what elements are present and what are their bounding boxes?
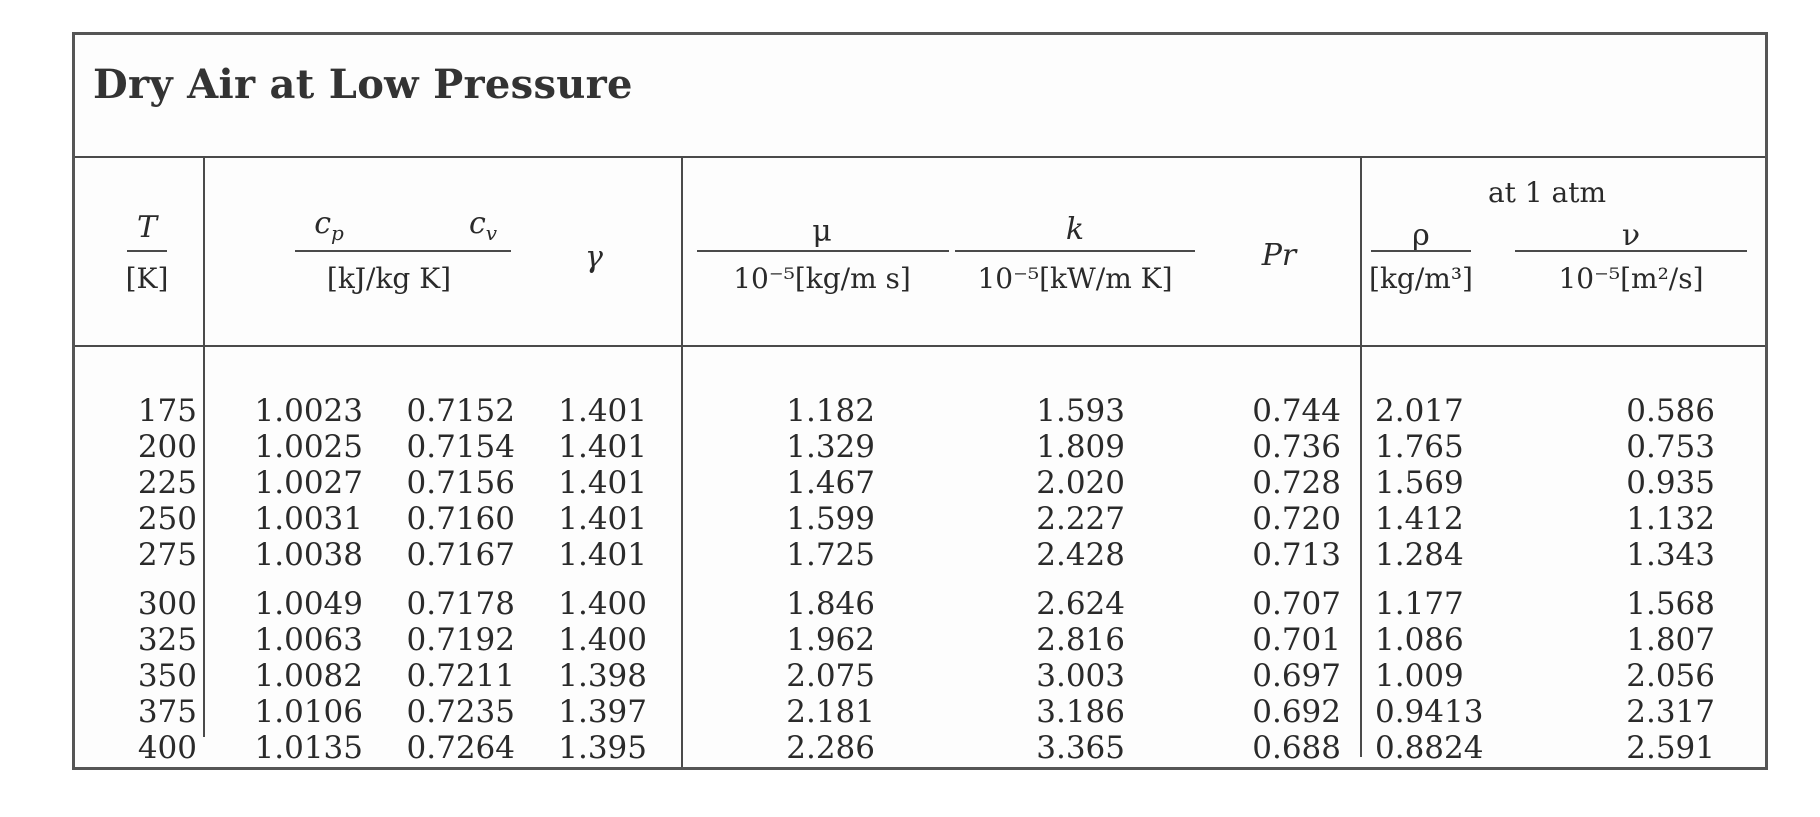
table-cell: 200: [137, 429, 197, 465]
table-cell: 1.0031: [254, 501, 363, 537]
table-cell: 1.398: [558, 658, 647, 694]
table-cell: 1.400: [558, 622, 647, 658]
table-cell: 0.7178: [406, 586, 515, 622]
table-cell: 275: [137, 537, 197, 573]
column-cv: [395, 393, 515, 766]
header-bottom-rule: [75, 345, 1765, 347]
table-cell: 2.181: [786, 694, 875, 730]
table-cell: 1.132: [1626, 501, 1715, 537]
column-pr: [1221, 393, 1341, 766]
table-cell: 1.401: [558, 537, 647, 573]
table-cell: 2.056: [1626, 658, 1715, 694]
table-cell: 1.401: [558, 501, 647, 537]
table-cell: 1.593: [1036, 393, 1125, 429]
column-T: [115, 393, 197, 766]
column-gamma: [541, 393, 647, 766]
header-c-unit: [kJ/kg K]: [326, 262, 452, 295]
property-table: [72, 32, 1768, 770]
header-nu-unit: 10⁻⁵[m²/s]: [1558, 262, 1704, 295]
table-cell: 0.7211: [406, 658, 515, 694]
table-cell: 0.744: [1252, 393, 1341, 429]
header-pr: Pr: [1261, 238, 1297, 273]
table-cell: 0.7152: [406, 393, 515, 429]
table-cell: 3.003: [1036, 658, 1125, 694]
table-cell: 0.8824: [1375, 730, 1484, 766]
table-cell: 325: [137, 622, 197, 658]
table-cell: 1.569: [1375, 465, 1464, 501]
table-cell: 0.728: [1252, 465, 1341, 501]
table-title: Dry Air at Low Pressure: [93, 61, 633, 108]
table-cell: 300: [137, 586, 197, 622]
table-cell: 0.753: [1626, 429, 1715, 465]
table-cell: 2.428: [1036, 537, 1125, 573]
header-cv: $c_v$: [468, 206, 498, 245]
table-cell: 2.075: [786, 658, 875, 694]
table-cell: 2.816: [1036, 622, 1125, 658]
table-cell: 0.586: [1626, 393, 1715, 429]
header-mu: μ: [812, 214, 832, 249]
table-cell: 1.765: [1375, 429, 1464, 465]
table-cell: 400: [137, 730, 197, 766]
table-cell: 2.286: [786, 730, 875, 766]
table-cell: 1.397: [558, 694, 647, 730]
table-cell: 0.707: [1252, 586, 1341, 622]
table-cell: 1.0027: [254, 465, 363, 501]
table-cell: 1.395: [558, 730, 647, 766]
table-cell: 175: [137, 393, 197, 429]
table-cell: 1.467: [786, 465, 875, 501]
header-underline: [127, 250, 167, 252]
table-cell: 1.177: [1375, 586, 1464, 622]
column-cp: [235, 393, 363, 766]
table-cell: 0.935: [1626, 465, 1715, 501]
table-cell: 350: [137, 658, 197, 694]
table-cell: 1.343: [1626, 537, 1715, 573]
table-cell: 0.697: [1252, 658, 1341, 694]
table-cell: 1.807: [1626, 622, 1715, 658]
table-cell: 1.0135: [254, 730, 363, 766]
table-cell: 0.7160: [406, 501, 515, 537]
header-at-1-atm: at 1 atm: [1487, 176, 1607, 209]
table-cell: 0.7192: [406, 622, 515, 658]
table-cell: 2.624: [1036, 586, 1125, 622]
column-mu: [755, 393, 875, 766]
table-cell: 1.284: [1375, 537, 1464, 573]
table-cell: 1.0063: [254, 622, 363, 658]
table-cell: 0.692: [1252, 694, 1341, 730]
table-cell: 3.186: [1036, 694, 1125, 730]
header-nu: ν: [1621, 218, 1641, 253]
table-cell: 2.017: [1375, 393, 1464, 429]
table-cell: 0.688: [1252, 730, 1341, 766]
header-underline: [1371, 250, 1471, 252]
table-cell: 1.009: [1375, 658, 1464, 694]
table-cell: 1.846: [786, 586, 875, 622]
table-cell: 1.401: [558, 465, 647, 501]
column-divider: [681, 156, 683, 767]
table-cell: 2.020: [1036, 465, 1125, 501]
table-cell: 375: [137, 694, 197, 730]
table-cell: 0.7264: [406, 730, 515, 766]
table-cell: 1.0049: [254, 586, 363, 622]
table-cell: 0.736: [1252, 429, 1341, 465]
table-cell: 1.599: [786, 501, 875, 537]
table-cell: 1.0038: [254, 537, 363, 573]
table-cell: 1.0082: [254, 658, 363, 694]
table-cell: 1.182: [786, 393, 875, 429]
table-cell: 250: [137, 501, 197, 537]
table-cell: 1.0025: [254, 429, 363, 465]
table-cell: 1.568: [1626, 586, 1715, 622]
table-cell: 1.809: [1036, 429, 1125, 465]
header-top-rule: [75, 156, 1765, 158]
header-rho-unit: [kg/m³]: [1369, 262, 1473, 295]
header-underline: [1515, 250, 1747, 252]
table-cell: 2.591: [1626, 730, 1715, 766]
header-T-unit: [K]: [125, 262, 169, 295]
table-cell: 225: [137, 465, 197, 501]
table-cell: 2.227: [1036, 501, 1125, 537]
table-cell: 1.0106: [254, 694, 363, 730]
table-cell: 1.401: [558, 393, 647, 429]
table-cell: 1.725: [786, 537, 875, 573]
table-cell: 1.086: [1375, 622, 1464, 658]
table-cell: 0.7156: [406, 465, 515, 501]
table-cell: 0.7154: [406, 429, 515, 465]
header-rho: ρ: [1412, 218, 1430, 253]
table-cell: 0.9413: [1375, 694, 1484, 730]
column-divider: [1360, 156, 1362, 757]
table-cell: 0.7235: [406, 694, 515, 730]
table-cell: 3.365: [1036, 730, 1125, 766]
header-gamma: γ: [585, 240, 603, 275]
table-cell: 0.713: [1252, 537, 1341, 573]
table-cell: 0.720: [1252, 501, 1341, 537]
column-nu: [1595, 393, 1715, 766]
table-cell: 1.401: [558, 429, 647, 465]
column-k: [1005, 393, 1125, 766]
table-cell: 0.7167: [406, 537, 515, 573]
table-cell: 0.701: [1252, 622, 1341, 658]
table-cell: 1.412: [1375, 501, 1464, 537]
column-divider: [203, 156, 205, 737]
header-underline: [295, 250, 511, 252]
column-rho: [1375, 393, 1505, 766]
table-cell: 1.0023: [254, 393, 363, 429]
table-cell: 1.962: [786, 622, 875, 658]
header-k: k: [1065, 212, 1085, 247]
table-cell: 1.400: [558, 586, 647, 622]
header-mu-unit: 10⁻⁵[kg/m s]: [733, 262, 911, 295]
header-T: T: [136, 210, 158, 245]
table-cell: 2.317: [1626, 694, 1715, 730]
table-cell: 1.329: [786, 429, 875, 465]
header-cp: $c_p$: [314, 206, 344, 245]
header-underline: [955, 250, 1195, 252]
header-k-unit: 10⁻⁵[kW/m K]: [977, 262, 1173, 295]
header-underline: [697, 250, 949, 252]
